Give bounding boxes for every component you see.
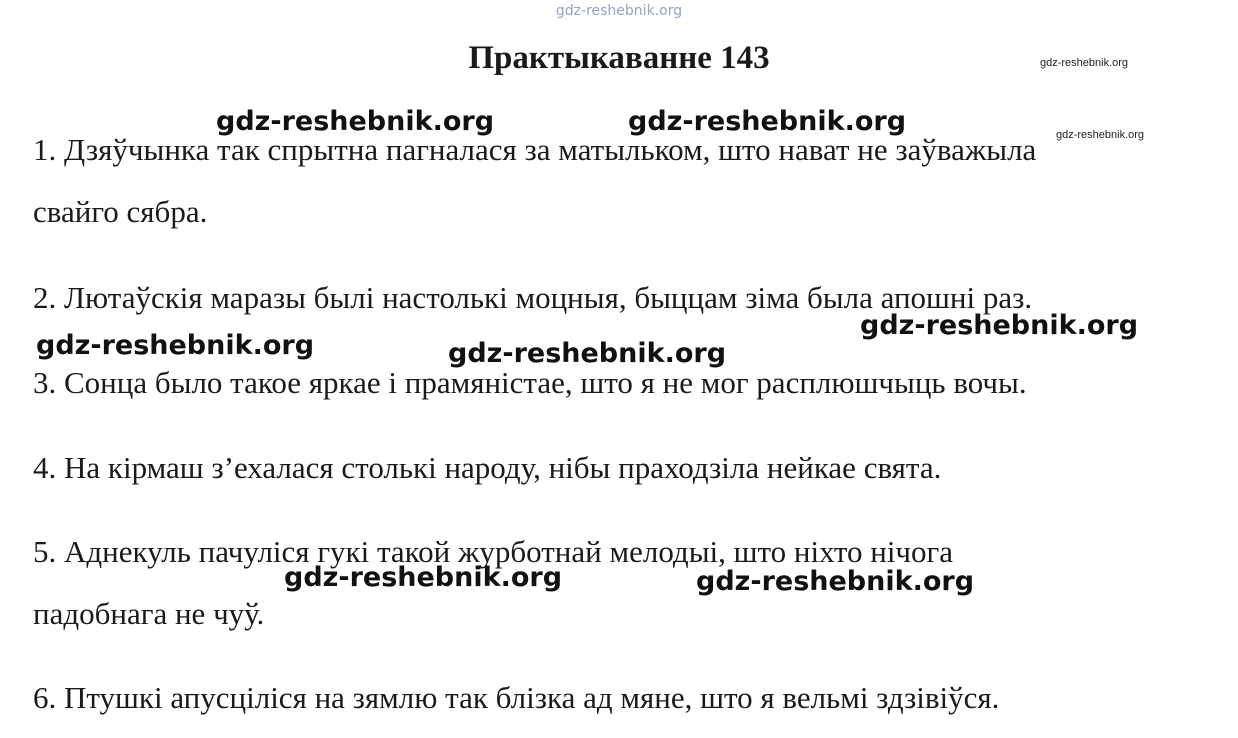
sentence-1-line-2: свайго сябра.: [33, 194, 208, 229]
sentence-4: 4. На кірмаш з’ехалася столькі народу, нібы праходзіла нейкае свята.: [33, 450, 942, 485]
sentence-6: 6. Птушкі апусціліся на зямлю так блізка ад мяне, што я вельмі здзівіўся.: [33, 680, 1000, 715]
sentence-5-line-2: падобнага не чуў.: [33, 596, 265, 631]
watermark: gdz-reshebnik.org: [216, 106, 495, 137]
sentence-5-line-1: 5. Аднекуль пачуліся гукі такой журботнай мелодыі, што ніхто нічога: [33, 534, 953, 569]
page-title: Практыкаванне 143: [468, 40, 770, 76]
sentence-1-line-1: 1. Дзяўчынка так спрытна пагналася за матыльком, што нават не заўважыла: [33, 132, 1037, 167]
sentence-3: 3. Сонца было такое яркае і прамяністае, што я не мог расплюшчыць вочы.: [33, 365, 1027, 400]
watermark: gdz-reshebnik.org: [696, 566, 975, 597]
watermark: gdz-reshebnik.org: [284, 562, 563, 593]
watermark-small: gdz-reshebnik.org: [1040, 57, 1129, 69]
watermark: gdz-reshebnik.org: [860, 310, 1139, 341]
watermark: gdz-reshebnik.org: [36, 330, 315, 361]
watermark: gdz-reshebnik.org: [628, 106, 907, 137]
watermark-top: gdz-reshebnik.org: [555, 3, 683, 19]
sentence-2: 2. Лютаўскія маразы былі настолькі моцныя, быццам зіма была апошні раз.: [33, 280, 1033, 315]
watermark: gdz-reshebnik.org: [448, 338, 727, 369]
watermark-small: gdz-reshebnik.org: [1056, 129, 1145, 141]
